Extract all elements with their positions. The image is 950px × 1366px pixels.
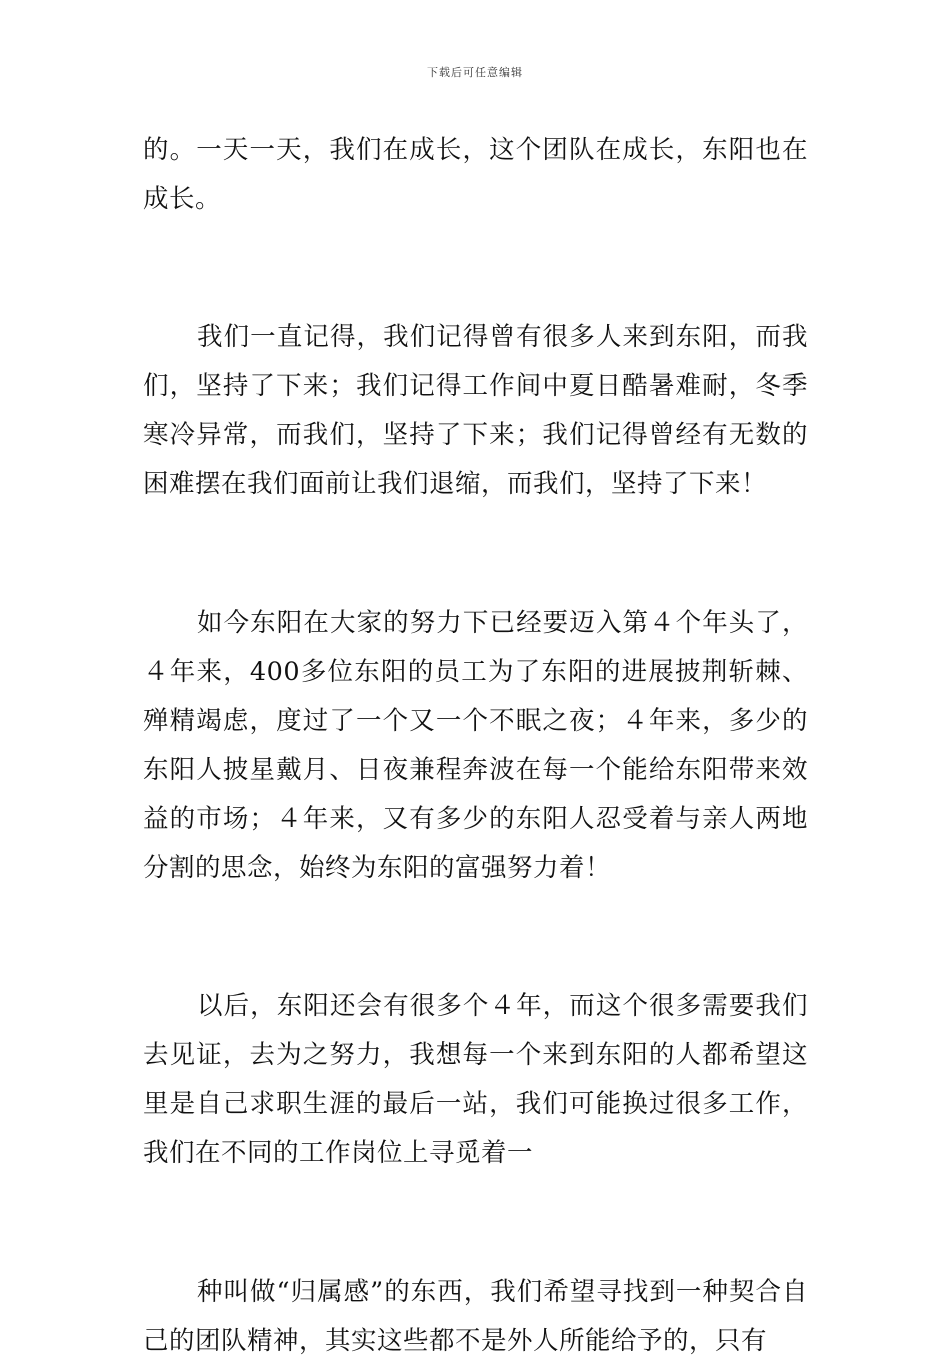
- paragraph: 我们一直记得，我们记得曾有很多人来到东阳，而我们，坚持了下来；我们记得工作间中夏日酷暑难耐，冬季寒冷异常，而我们，坚持了下来；我们记得曾经有无数的困难摆在我们面前让我们退缩，而我们，坚持了下来！: [143, 322, 808, 499]
- document-body: [143, 126, 808, 1366]
- paragraph: 的。一天一天，我们在成长，这个团队在成长，东阳也在成长。: [143, 135, 808, 214]
- paragraph: 种叫做“归属感”的东西，我们希望寻找到一种契合自己的团队精神，其实这些都不是外人所能给予的，只有: [143, 1277, 808, 1356]
- paragraph: 如今东阳在大家的努力下已经要迈入第４个年头了，４年来，400多位东阳的员工为了东阳的进展披荆斩棘、殚精竭虑，度过了一个又一个不眠之夜；４年来，多少的东阳人披星戴月、日夜兼程奔波在每一个能给东阳带来效益的市场；４年来，又有多少的东阳人忍受着与亲人两地分割的思念，始终为东阳的富强努力着！: [143, 608, 808, 883]
- paragraph: 以后，东阳还会有很多个４年，而这个很多需要我们去见证，去为之努力，我想每一个来到东阳的人都希望这里是自己求职生涯的最后一站，我们可能换过很多工作，我们在不同的工作岗位上寻觅着一: [143, 991, 808, 1168]
- header-note: 下载后可任意编辑: [427, 66, 523, 79]
